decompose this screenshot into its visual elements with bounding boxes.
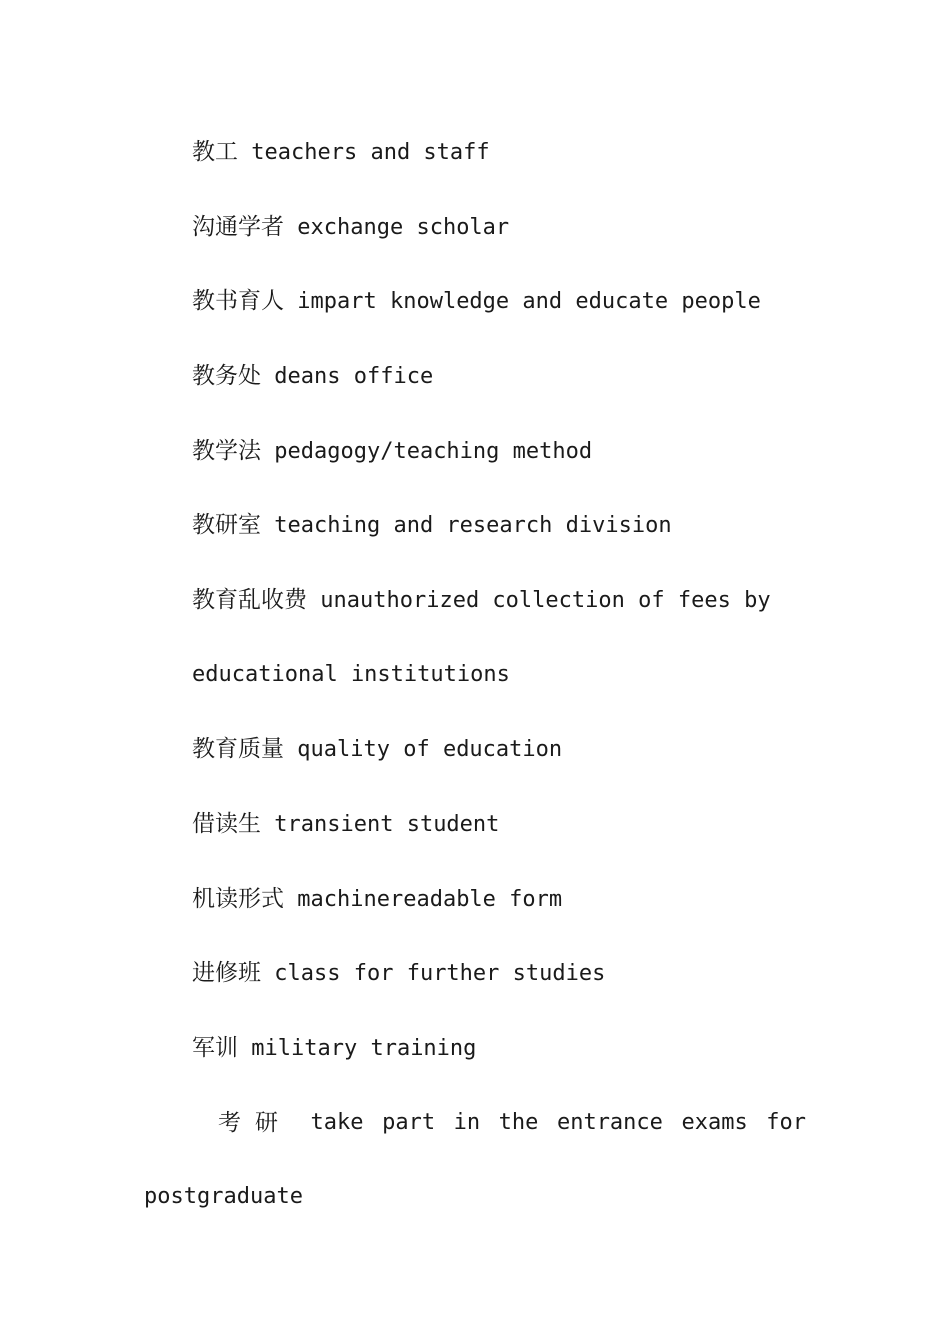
entry-chinese: 教研室 [192, 512, 261, 538]
entry-english: class for further studies [274, 961, 606, 986]
glossary-entry [192, 1033, 476, 1064]
glossary-entry [192, 436, 592, 467]
entry-chinese: 机读形式 [192, 886, 284, 912]
entry-english: postgraduate [144, 1184, 303, 1209]
entry-english: exchange scholar [297, 215, 510, 240]
glossary-entry [192, 361, 433, 392]
entry-chinese: 军训 [192, 1035, 238, 1061]
entry-word: part [382, 1110, 436, 1135]
entry-word: take [310, 1110, 364, 1135]
entry-word: exams [681, 1110, 748, 1135]
justified-row [144, 1108, 806, 1138]
entry-chinese: 教工 [192, 139, 238, 165]
entry-english: machinereadable form [297, 887, 563, 912]
entry-chinese: 教育乱收费 [192, 587, 307, 613]
entry-chinese: 借读生 [192, 811, 261, 837]
entry-chinese: 进修班 [192, 960, 261, 986]
glossary-entry [192, 137, 490, 168]
glossary-entry-justified [144, 1108, 806, 1138]
entry-chinese: 教书育人 [192, 288, 284, 314]
glossary-entry-continuation [144, 1182, 303, 1212]
entry-english: quality of education [297, 737, 563, 762]
entry-chinese: 教学法 [192, 438, 261, 464]
entry-english: educational institutions [192, 662, 510, 687]
entry-word: for [766, 1110, 806, 1135]
glossary-entry [192, 286, 761, 317]
entry-english: teachers and staff [251, 140, 490, 165]
entry-english: deans office [274, 364, 434, 389]
entry-chinese: 沟通学者 [192, 214, 284, 240]
glossary-entry [192, 958, 605, 989]
entry-chinese: 考研 [218, 1110, 292, 1136]
glossary-entry [192, 510, 672, 541]
glossary-entry-continuation [192, 660, 510, 690]
entry-word: the [498, 1110, 539, 1135]
entry-english: teaching and research division [274, 513, 672, 538]
glossary-entry [192, 585, 771, 616]
glossary-entry [192, 809, 499, 840]
entry-english: impart knowledge and educate people [297, 289, 761, 314]
entry-english: transient student [274, 812, 500, 837]
entry-english: pedagogy/teaching method [274, 439, 593, 464]
entry-word: entrance [556, 1110, 663, 1135]
entry-english: unauthorized collection of fees by [320, 588, 771, 613]
glossary-entry [192, 212, 509, 243]
entry-chinese: 教务处 [192, 363, 261, 389]
entry-chinese: 教育质量 [192, 736, 284, 762]
entry-word: in [453, 1110, 481, 1135]
glossary-entry [192, 734, 562, 765]
entry-english: military training [251, 1036, 477, 1061]
glossary-entry [192, 884, 562, 915]
